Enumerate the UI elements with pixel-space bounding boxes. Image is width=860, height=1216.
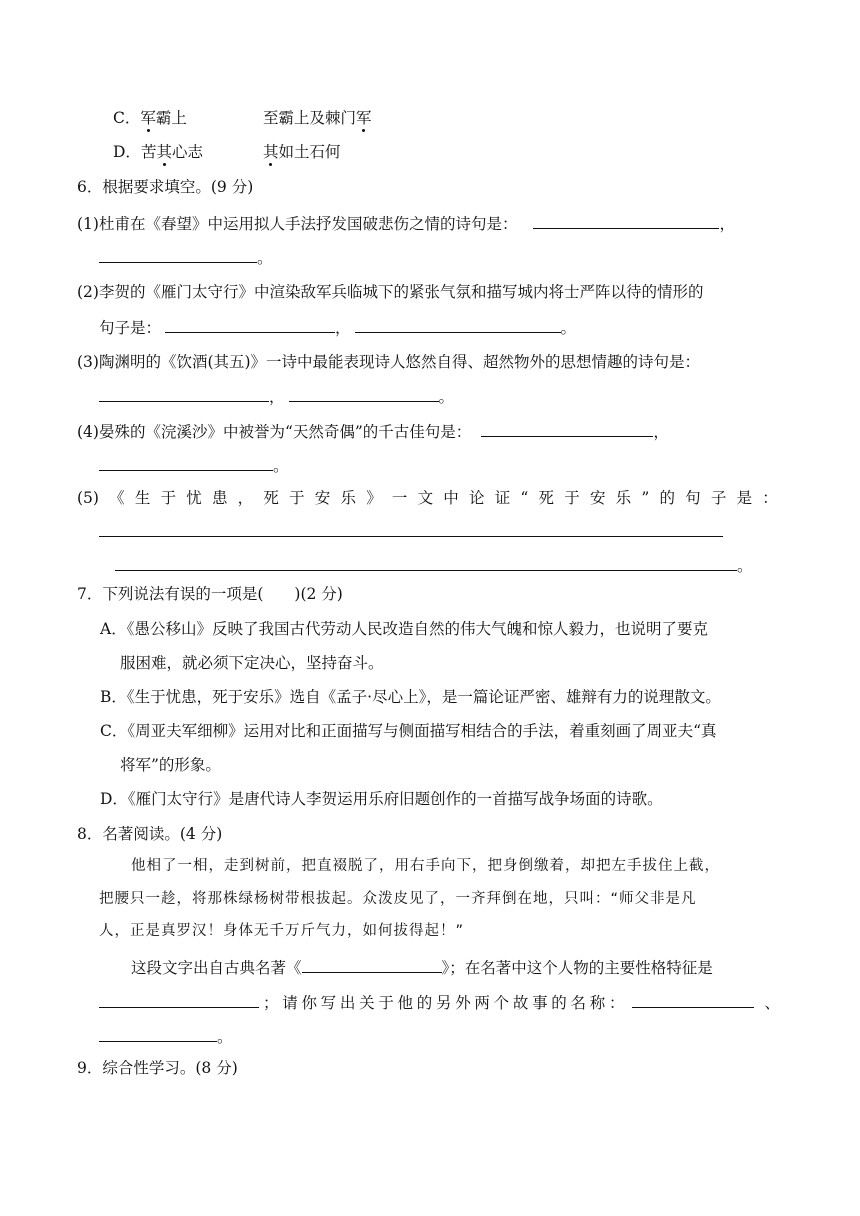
text-char: 于 (160, 489, 177, 507)
text-char: “ (520, 489, 529, 507)
text-char: 写 (320, 994, 337, 1012)
text-char: 生 (134, 489, 151, 507)
option-text: 苦 (140, 143, 157, 161)
text-char: 两 (474, 994, 490, 1012)
item-text: 句子是： (99, 319, 162, 337)
emphasis-char: 军 (356, 109, 372, 127)
emphasis-char: 军 (140, 109, 156, 127)
text-char: 外 (455, 994, 471, 1012)
q6-item-5-cont (115, 554, 753, 577)
question-text: 》；在名著中这个人物的主要性格特征是 (441, 959, 713, 977)
text-char: 的 (551, 994, 567, 1012)
text-char: 》 (366, 489, 382, 507)
text-char: 死 (538, 489, 555, 507)
q8-title: 8．名著阅读。(4 分) (77, 825, 223, 843)
q6-title: 6．根据要求填空。(9 分) (77, 178, 254, 196)
item-text: (4)晏殊的《浣溪沙》中被誉为“天然奇偶”的千古佳句是： (77, 423, 472, 441)
text-char: 他 (397, 994, 414, 1012)
answer-blank[interactable] (99, 991, 259, 1008)
text-char: 患 (211, 489, 228, 507)
punct: 。 (438, 388, 455, 406)
q5-option-d-compare (263, 141, 341, 163)
text-char: 子 (710, 489, 727, 507)
answer-blank[interactable] (99, 1025, 217, 1042)
text-char: 乐 (340, 489, 356, 507)
option-text: 如土石何 (278, 143, 341, 161)
q9-title: 9．综合性学习。(8 分) (77, 1059, 238, 1077)
answer-blank[interactable] (481, 420, 653, 437)
option-label: D． (113, 143, 141, 161)
punct: 。 (273, 457, 289, 475)
answer-blank[interactable] (632, 991, 754, 1008)
option-label: C． (113, 109, 141, 127)
q6-item-3: (3)陶渊明的《饮酒(其五)》一诗中最能表现诗人悠然自得、超然物外的思想情趣的诗句是： (77, 353, 701, 371)
option-text: 心志 (171, 143, 203, 161)
q8-question-line-3 (99, 1025, 233, 1048)
punct: 。 (217, 1028, 233, 1046)
emphasis-char: 其 (263, 143, 279, 161)
answer-blank[interactable] (302, 956, 442, 973)
text-char: 乐 (615, 489, 632, 507)
answer-blank[interactable] (165, 316, 335, 333)
text-char: 安 (314, 489, 331, 507)
answer-blank[interactable] (355, 316, 561, 333)
punct: 。 (737, 557, 753, 575)
question-text (263, 992, 624, 1014)
q7-option-b: B．《生于忧患，死于安乐》选自《孟子·尽心上》，是一篇论证严密、雄辩有力的说理散文。 (100, 688, 721, 706)
text-char: 名 (570, 994, 587, 1012)
q7-title: 7．下列说法有误的一项是( )(2 分) (77, 585, 343, 603)
punct: ， (335, 319, 351, 337)
q6-item-1 (77, 212, 780, 235)
text-char: 论 (469, 489, 485, 507)
q6-item-4 (77, 420, 780, 443)
text-char: 死 (263, 489, 279, 507)
q8-excerpt-line-1: 他相了一相，走到树前，把直裰脱了，用右手向下，把身倒缴着，却把左手拔住上截， (131, 858, 720, 874)
text-char: 于 (378, 994, 394, 1012)
q6-item-1-cont (99, 246, 273, 269)
q7-option-c-cont: 将军”的形象。 (120, 756, 221, 774)
text-char: 出 (339, 994, 356, 1012)
q5-option-d (113, 141, 203, 163)
option-text: 霸上 (155, 109, 187, 127)
q8-excerpt-line-3: 人，正是真罗汉！身体无千万斤气力，如何拔得起！” (99, 923, 465, 939)
text-char: ， (237, 489, 254, 507)
text-char: 请 (282, 994, 298, 1012)
text-char: ： (608, 994, 625, 1012)
q8-excerpt-line-2: 把腰只一趁，将那株绿杨树带根拔起。众泼皮见了，一齐拜倒在地，只叫：“师父非是凡 (99, 891, 697, 907)
punct: 。 (560, 319, 577, 337)
q6-item-2-cont (99, 316, 576, 339)
answer-blank[interactable] (99, 454, 273, 471)
text-char: 句 (685, 489, 701, 507)
text-char: 称 (589, 994, 606, 1012)
text-char: 另 (435, 994, 452, 1012)
text-char: ； (263, 994, 279, 1012)
answer-blank[interactable] (289, 385, 439, 402)
text-char: 证 (494, 489, 511, 507)
text-char: 于 (289, 489, 305, 507)
text-char: ” (641, 489, 650, 507)
q6-item-2: (2)李贺的《雁门太守行》中渲染敌军兵临城下的紧张气氛和描写城内将士严阵以待的情形的 (77, 283, 704, 301)
text-char: 《 (109, 489, 125, 507)
punct: ， (269, 388, 285, 406)
text-char: 事 (532, 994, 548, 1012)
text-char: 是 (736, 489, 753, 507)
q8-question-line-2 (99, 991, 780, 1014)
text-char: 故 (512, 994, 529, 1012)
q6-item-4-cont (99, 454, 289, 477)
punct: ， (653, 423, 669, 441)
text-char: 安 (589, 489, 606, 507)
text-char: 忧 (186, 489, 202, 507)
question-text: 这段文字出自古典名著《 (131, 959, 302, 977)
emphasis-char: 其 (156, 143, 172, 161)
text-char: 一 (391, 489, 408, 507)
text-char: ： (762, 489, 778, 507)
answer-blank[interactable] (115, 554, 737, 571)
text-char: 于 (564, 489, 580, 507)
q8-question-line-1 (131, 956, 713, 979)
q5-option-c (113, 107, 187, 129)
answer-blank[interactable] (99, 385, 269, 402)
text-char: 中 (443, 489, 459, 507)
answer-line[interactable] (99, 536, 723, 537)
text-char: 文 (417, 489, 434, 507)
answer-blank[interactable] (99, 246, 257, 263)
q7-option-d: D．《雁门太守行》是唐代诗人李贺运用乐府旧题创作的一首描写战争场面的诗歌。 (100, 790, 663, 808)
answer-blank[interactable] (533, 212, 719, 229)
q7-option-c: C．《周亚夫军细柳》运用对比和正面描写与侧面描写相结合的手法，着重刻画了周亚夫“真 (100, 722, 717, 740)
q5-option-c-compare (263, 107, 372, 129)
text-char: 个 (493, 994, 510, 1012)
q7-option-a: A．《愚公移山》反映了我国古代劳动人民改造自然的伟大气魄和惊人毅力，也说明了要克 (100, 620, 708, 638)
punct: ， (719, 215, 735, 233)
text-char: 的 (659, 489, 675, 507)
text-char: 关 (359, 994, 375, 1012)
text-char: 的 (416, 994, 433, 1012)
punct: 、 (764, 994, 780, 1012)
q7-option-a-cont: 服困难，就必须下定决心，坚持奋斗。 (120, 654, 384, 672)
text-char: 你 (301, 994, 317, 1012)
q6-item-5 (77, 487, 778, 509)
text-char: (5) (77, 489, 99, 507)
q6-item-3-cont (99, 385, 454, 408)
punct: 。 (257, 249, 273, 267)
item-text: (1)杜甫在《春望》中运用拟人手法抒发国破悲伤之情的诗句是： (77, 215, 518, 233)
option-text: 至霸上及棘门 (263, 109, 357, 127)
